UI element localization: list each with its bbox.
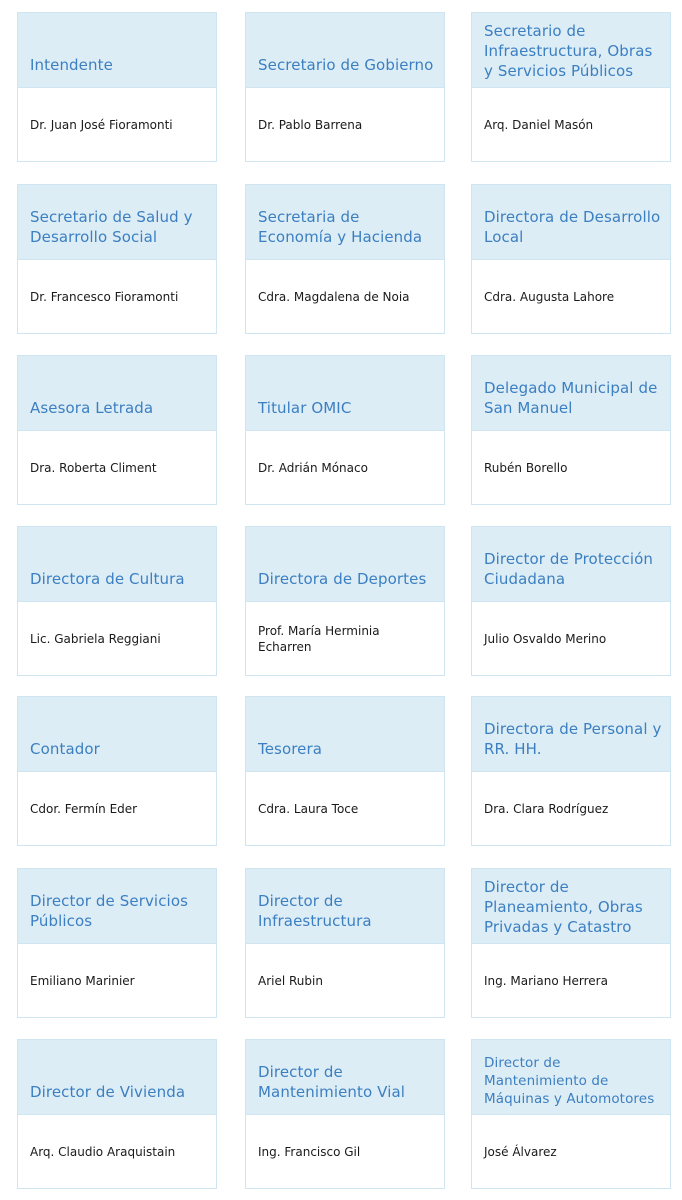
- card-header: [18, 527, 216, 602]
- card-body: [246, 944, 444, 1018]
- card-header: [472, 356, 670, 431]
- card-header: [472, 185, 670, 260]
- position-title: Titular OMIC: [258, 399, 352, 417]
- position-title: Contador: [30, 740, 100, 758]
- card-header: [472, 527, 670, 602]
- card-body: [246, 260, 444, 334]
- card-header: [246, 185, 444, 260]
- official-name: Dr. Pablo Barrena: [258, 118, 363, 132]
- official-name: Ing. Francisco Gil: [258, 1145, 361, 1159]
- official-name: Dr. Juan José Fioramonti: [30, 118, 173, 132]
- official-name: Lic. Gabriela Reggiani: [30, 632, 161, 646]
- official-card: [471, 1039, 671, 1189]
- card-body: [472, 1115, 670, 1189]
- card-body: [472, 260, 670, 334]
- card-body: [18, 772, 216, 846]
- position-title: Secretario de Salud y Desarrollo Social: [30, 208, 193, 246]
- position-title: Directora de Deportes: [258, 570, 427, 588]
- official-card: [471, 184, 671, 334]
- card-header: [472, 1040, 670, 1115]
- official-name: Arq. Claudio Araquistain: [30, 1145, 176, 1159]
- official-card: [471, 868, 671, 1018]
- official-name: José Álvarez: [484, 1145, 557, 1159]
- official-card: [17, 184, 217, 334]
- official-name: Dr. Adrián Mónaco: [258, 461, 368, 475]
- position-title: Asesora Letrada: [30, 399, 154, 417]
- card-header: [18, 185, 216, 260]
- official-card: [471, 12, 671, 162]
- position-title: Intendente: [30, 56, 113, 74]
- official-card: [471, 355, 671, 505]
- position-title: Secretaria de Economía y Hacienda: [258, 208, 423, 246]
- card-header: [18, 697, 216, 772]
- card-header: [246, 697, 444, 772]
- official-card: [17, 12, 217, 162]
- position-title: Director de Mantenimiento de Máquinas y Automotores: [484, 1055, 655, 1107]
- card-body: [472, 431, 670, 505]
- position-title: Director de Mantenimiento Vial: [258, 1063, 406, 1101]
- card-body: [472, 772, 670, 846]
- card-header: [246, 13, 444, 88]
- card-header: [18, 869, 216, 944]
- official-name: Cdor. Fermín Eder: [30, 802, 138, 816]
- card-header: [246, 356, 444, 431]
- card-body: [246, 88, 444, 162]
- card-header: [18, 13, 216, 88]
- official-name: Dra. Roberta Climent: [30, 461, 157, 475]
- position-title: Delegado Municipal de San Manuel: [484, 379, 658, 417]
- position-title: Tesorera: [258, 740, 323, 758]
- position-title: Director de Servicios Públicos: [30, 892, 189, 930]
- card-header: [472, 869, 670, 944]
- position-title: Secretario de Infraestructura, Obras y Servicios Públicos: [484, 22, 653, 80]
- official-card: [245, 526, 445, 676]
- card-body: [472, 944, 670, 1018]
- official-card: [17, 355, 217, 505]
- position-title: Director de Protección Ciudadana: [484, 550, 653, 588]
- card-body: [18, 431, 216, 505]
- card-body: [18, 88, 216, 162]
- official-card: [471, 526, 671, 676]
- official-name: Ariel Rubin: [258, 974, 323, 988]
- official-card: [245, 1039, 445, 1189]
- official-name: Prof. María Herminia Echarren: [258, 624, 380, 654]
- official-name: Dra. Clara Rodríguez: [484, 802, 609, 816]
- official-card: [17, 696, 217, 846]
- official-name: Cdra. Magdalena de Noia: [258, 290, 410, 304]
- official-card: [245, 696, 445, 846]
- card-body: [18, 602, 216, 676]
- official-card: [245, 868, 445, 1018]
- card-body: [246, 431, 444, 505]
- official-name: Dr. Francesco Fioramonti: [30, 290, 179, 304]
- card-body: [18, 944, 216, 1018]
- card-header: [472, 13, 670, 88]
- official-name: Ing. Mariano Herrera: [484, 974, 608, 988]
- card-body: [18, 1115, 216, 1189]
- card-header: [246, 1040, 444, 1115]
- position-title: Directora de Personal y RR. HH.: [484, 720, 662, 758]
- position-title: Director de Vivienda: [30, 1083, 186, 1101]
- official-name: Emiliano Marinier: [30, 974, 135, 988]
- official-name: Cdra. Augusta Lahore: [484, 290, 615, 304]
- official-card: [245, 355, 445, 505]
- position-title: Directora de Cultura: [30, 570, 185, 588]
- official-name: Julio Osvaldo Merino: [484, 632, 607, 646]
- card-header: [18, 1040, 216, 1115]
- card-body: [246, 772, 444, 846]
- official-name: Arq. Daniel Masón: [484, 118, 594, 132]
- position-title: Secretario de Gobierno: [258, 56, 434, 74]
- card-body: [472, 602, 670, 676]
- card-header: [472, 697, 670, 772]
- official-card: [17, 868, 217, 1018]
- official-card: [471, 696, 671, 846]
- card-body: [246, 1115, 444, 1189]
- official-name: Rubén Borello: [484, 461, 568, 475]
- card-header: [246, 527, 444, 602]
- card-body: [472, 88, 670, 162]
- official-card: [17, 526, 217, 676]
- official-card: [245, 184, 445, 334]
- position-title: Director de Planeamiento, Obras Privadas y Catastro: [484, 878, 643, 936]
- card-header: [18, 356, 216, 431]
- card-body: [18, 260, 216, 334]
- card-body: [246, 602, 444, 676]
- card-header: [246, 869, 444, 944]
- official-name: Cdra. Laura Toce: [258, 802, 359, 816]
- official-card: [245, 12, 445, 162]
- official-card: [17, 1039, 217, 1189]
- position-title: Directora de Desarrollo Local: [484, 208, 661, 246]
- position-title: Director de Infraestructura: [258, 892, 372, 930]
